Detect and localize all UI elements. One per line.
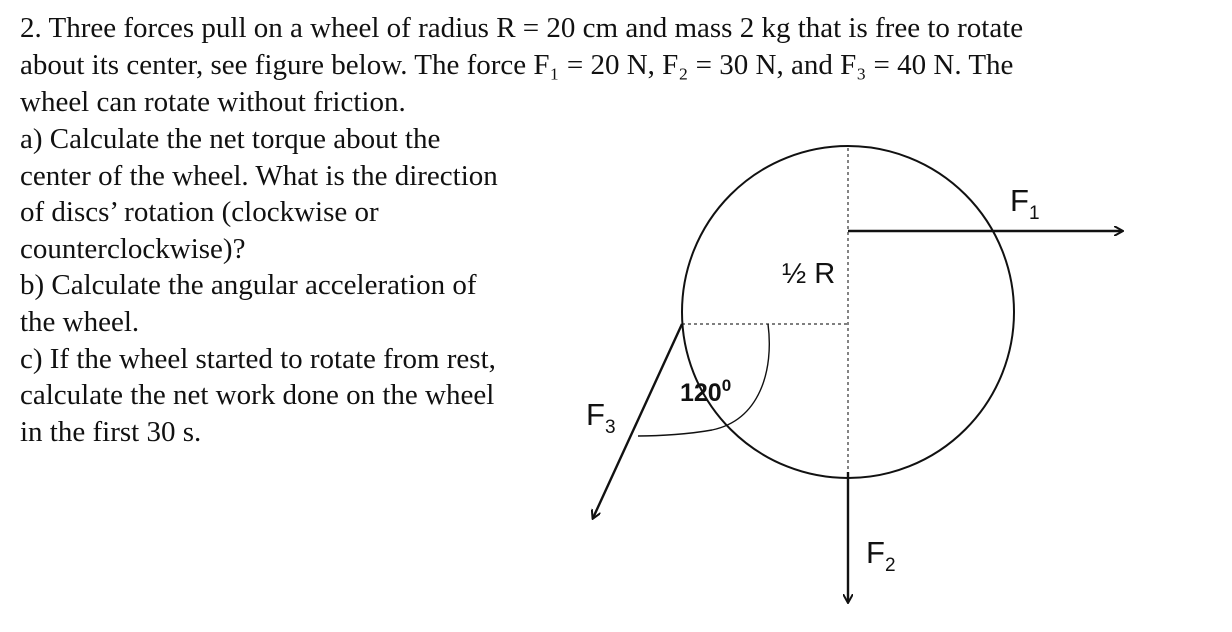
intro-line-1: 2. Three forces pull on a wheel of radius R = 20 cm and mass 2 kg that is free to rotate — [20, 12, 1024, 44]
part-c-line-2: calculate the net work done on the wheel — [20, 379, 495, 412]
part-a-line-4: counterclockwise)? — [20, 232, 246, 265]
intro-line-2: about its center, see figure below. The force F₁ = 20 N, F₂ = 30 N, and F₃ = 40 N. The — [20, 49, 1014, 81]
part-c-line-3: in the first 30 s. — [20, 415, 202, 448]
half-r-label: ½ R — [782, 258, 836, 290]
part-b-line-1: b) Calculate the angular acceleration of — [20, 269, 477, 302]
angle-label: $120^0$ — [680, 376, 732, 407]
f3-label: $F_3$ — [586, 397, 616, 438]
part-c-line-1: c) If the wheel started to rotate from rest, — [20, 342, 496, 375]
intro-line-3: wheel can rotate without friction. — [20, 86, 406, 118]
f1-label: $F_1$ — [1010, 183, 1040, 224]
part-b-line-2: the wheel. — [20, 305, 140, 338]
f2-label: $F_2$ — [866, 535, 896, 576]
part-a-line-2: center of the wheel. What is the direction — [20, 159, 498, 192]
part-a-line-1: a) Calculate the net torque about the — [20, 123, 441, 155]
part-a-line-3: of discs’ rotation (clockwise or — [20, 196, 379, 229]
